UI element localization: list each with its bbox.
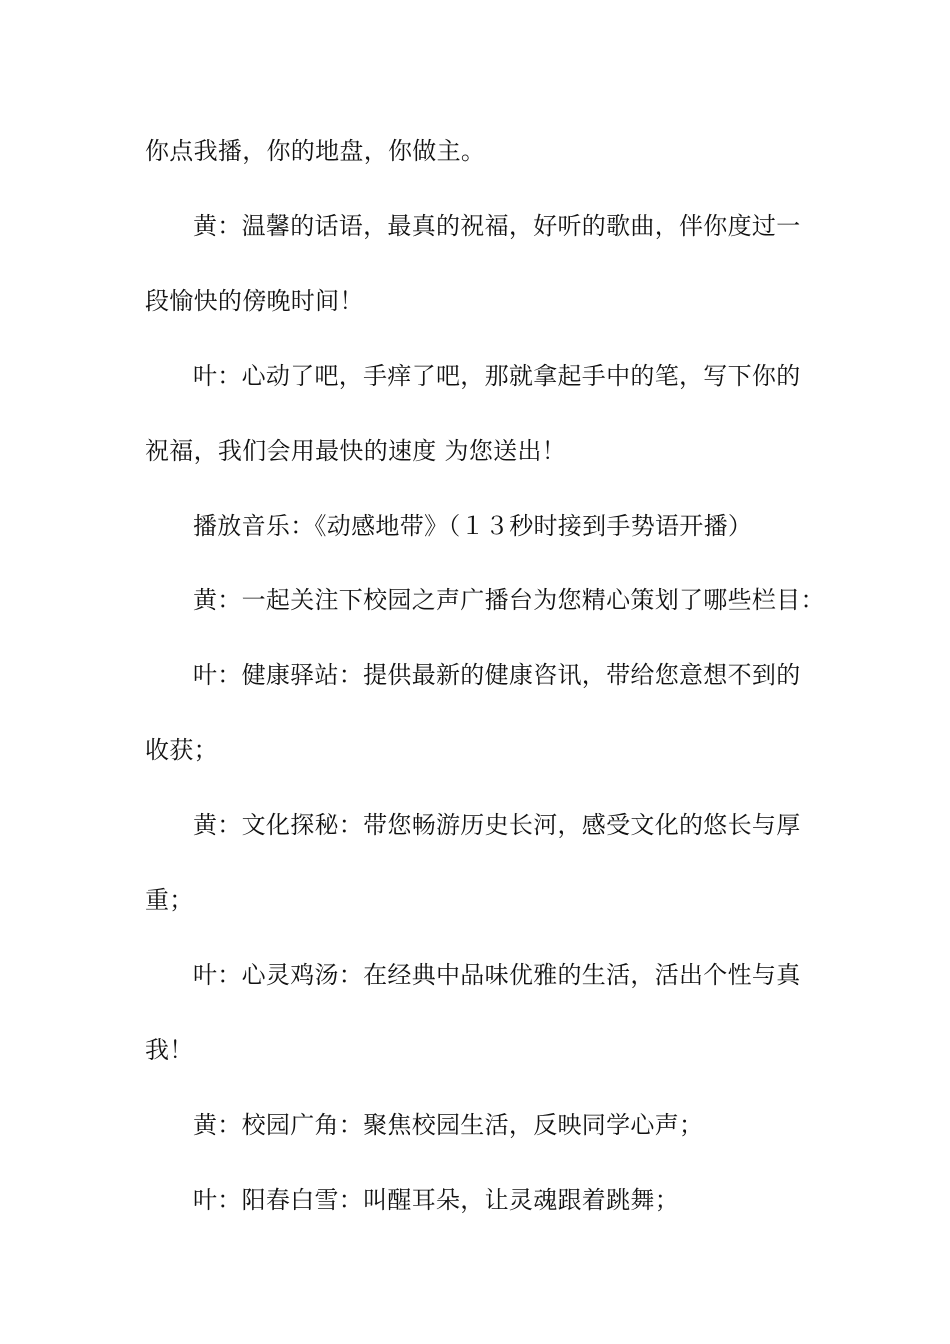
text-line: 我！ <box>145 1036 194 1064</box>
text-line: 黄：校园广角：聚焦校园生活，反映同学心声； <box>193 1111 704 1139</box>
text-line: 叶：健康驿站：提供最新的健康咨讯，带给您意想不到的 <box>193 661 801 689</box>
text-line: 收获； <box>145 736 218 764</box>
text-line: 叶：心动了吧，手痒了吧，那就拿起手中的笔，写下你的 <box>193 362 801 390</box>
text-line: 黄：一起关注下校园之声广播台为您精心策划了哪些栏目： <box>193 586 825 614</box>
text-line: 播放音乐：《动感地带》（１３秒时接到手势语开播） <box>193 512 753 540</box>
text-line: 叶：心灵鸡汤：在经典中品味优雅的生活，活出个性与真 <box>193 961 801 989</box>
text-line: 段愉快的傍晚时间！ <box>145 287 364 315</box>
text-line: 黄：温馨的话语，最真的祝福，好听的歌曲，伴你度过一 <box>193 212 801 240</box>
text-line: 黄：文化探秘：带您畅游历史长河，感受文化的悠长与厚 <box>193 811 801 839</box>
text-line: 重； <box>145 886 194 914</box>
text-line: 你点我播，你的地盘，你做主。 <box>145 137 486 165</box>
text-line: 叶：阳春白雪：叫醒耳朵，让灵魂跟着跳舞； <box>193 1186 679 1214</box>
text-line: 祝福，我们会用最快的速度 为您送出！ <box>145 437 567 465</box>
